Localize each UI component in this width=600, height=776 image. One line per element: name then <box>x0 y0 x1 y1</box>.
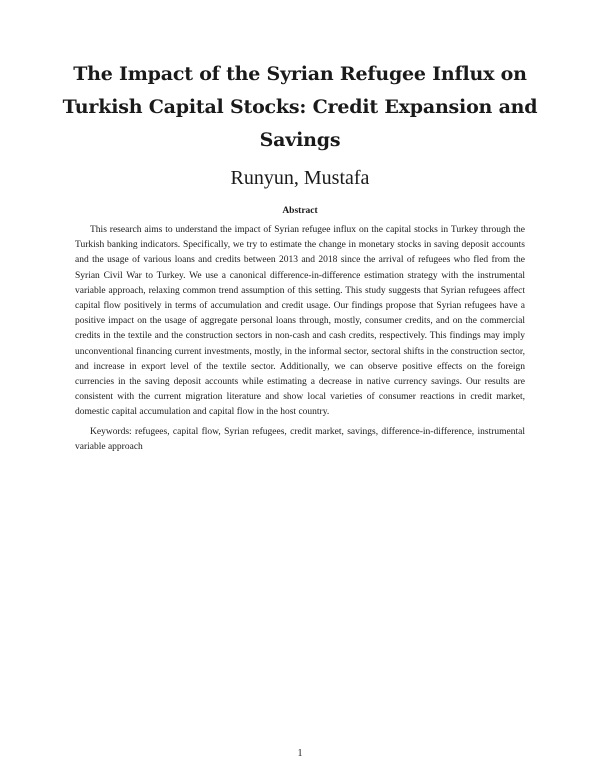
abstract-paragraph: This research aims to understand the impact of Syrian refugee influx on the capital stocks in Turkey through the Turkish banking indicators. Specifically, we try to estimate the change in monetary stocks in saving deposit accounts and the usage of various loans and credits between 2013 and 2018 since the arrival of refugees who fled from the Syrian Civil War to Turkey. We use a canonical difference-in-difference estimation strategy with the instrumental variable approach, relaxing common trend assumption of this setting. This study suggests that Syrian refugees affect capital flow positively in terms of accumulation and credit usage. Our findings propose that Syrian refugees have a positive impact on the usage of aggregate personal loans through, mostly, consumer credits, and on the commercial credits in the textile and the construction sectors in non-cash and cash credits, respectively. This findings may imply unconventional financing current investments, mostly, in the informal sector, sectoral shifts in the construction sector, and increase in export level of the textile sector. Additionally, we can observe positive effects on the foreign currencies in the saving deposit accounts while estimating a decrease in native currency savings. Our results are consistent with the current migration literature and show local varieties of consumer reactions in credit market, domestic capital accumulation and capital flow in the host country. <box>75 225 525 418</box>
paper-authors: Runyun, Mustafa <box>230 167 370 189</box>
paper-title: The Impact of the Syrian Refugee Influx on Turkish Capital Stocks: Credit Expansion and Savings <box>62 63 538 151</box>
abstract-body <box>75 223 525 421</box>
keywords: Keywords: refugees, capital flow, Syrian refugees, credit market, savings, difference-in-difference, instrumental variable approach <box>75 427 525 453</box>
page-number: 1 <box>297 748 303 759</box>
abstract-heading: Abstract <box>282 206 318 216</box>
